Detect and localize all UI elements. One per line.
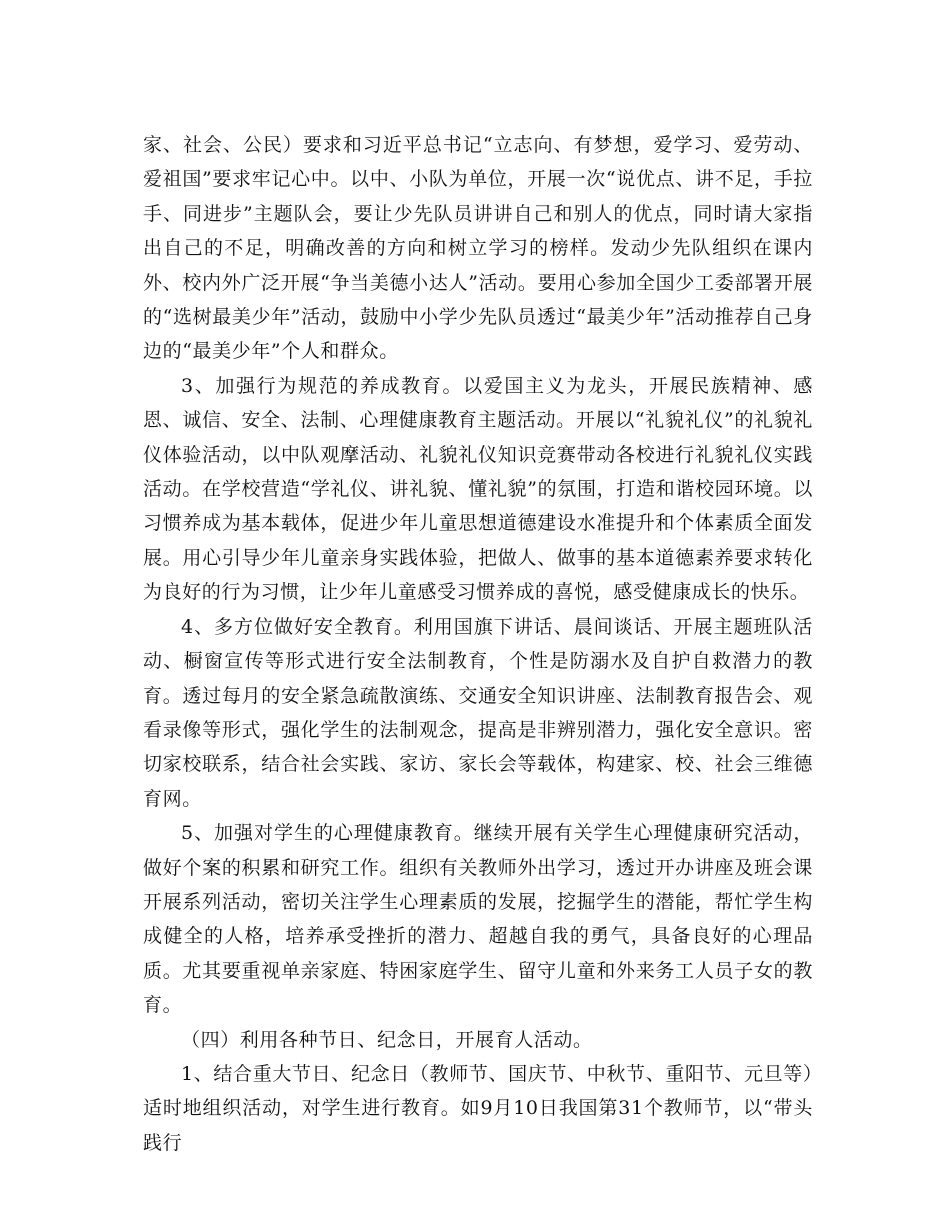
paragraph-mental-health: 5、加强对学生的心理健康教育。继续开展有关学生心理健康研究活动，做好个案的积累和研究工作。组织有关教师外出学习，透过开办讲座及班会课开展系列活动，密切关注学生心理素质的发展，挖掘学生的潜能，帮忙学生构成健全的人格，培养承受挫折的潜力、超越自我的勇气，具备良好的心理品质。尤其要重视单亲家庭、特困家庭学生、留守儿童和外来务工人员子女的教育。 (143, 822, 813, 1017)
paragraph-behavior-norms: 3、加强行为规范的养成教育。以爱国主义为龙头，开展民族精神、感恩、诚信、安全、法制、心理健康教育主题活动。开展以“礼貌礼仪”的礼貌礼仪体验活动，以中队观摩活动、礼貌礼仪知识竞赛带动各校进行礼貌礼仪实践活动。在学校营造“学礼仪、讲礼貌、懂礼貌”的氛围，打造和谐校园环境。以习惯养成为基本载体，促进少年儿童思想道德建设水准提升和个体素质全面发展。用心引导少年儿童亲身实践体验，把做人、做事的基本道德素养要求转化为良好的行为习惯，让少年儿童感受习惯养成的喜悦，感受健康成长的快乐。 (143, 374, 813, 604)
section-heading-festivals: （四）利用各种节日、纪念日，开展育人活动。 (181, 1028, 593, 1051)
paragraph-safety-education: 4、多方位做好安全教育。利用国旗下讲话、晨间谈话、开展主题班队活动、橱窗宣传等形式进行安全法制教育，个性是防溺水及自护自救潜力的教育。透过每月的安全紧急疏散演练、交通安全知识讲座、法制教育报告会、观看录像等形式，强化学生的法制观念，提高是非辨别潜力，强化安全意识。密切家校联系，结合社会实践、家访、家长会等载体，构建家、校、社会三维德育网。 (143, 615, 813, 810)
document-body (143, 128, 813, 1160)
paragraph-festival-activities: 1、结合重大节日、纪念日（教师节、国庆节、中秋节、重阳节、元旦等）适时地组织活动，对学生进行教育。如9月10日我国第31个教师节，以“带头践行 (143, 1062, 813, 1154)
paragraph-continuation: 家、社会、公民）要求和习近平总书记“立志向、有梦想，爱学习、爱劳动、爱祖国”要求牢记心中。以中、小队为单位，开展一次“说优点、讲不足，手拉手、同进步”主题队会，要让少先队员讲讲自己和别人的优点，同时请大家指出自己的不足，明确改善的方向和树立学习的榜样。发动少先队组织在课内外、校内外广泛开展“争当美德小达人”活动。要用心参加全国少工委部署开展的“选树最美少年”活动，鼓励中小学少先队员透过“最美少年”活动推荐自己身边的“最美少年”个人和群众。 (143, 134, 813, 363)
